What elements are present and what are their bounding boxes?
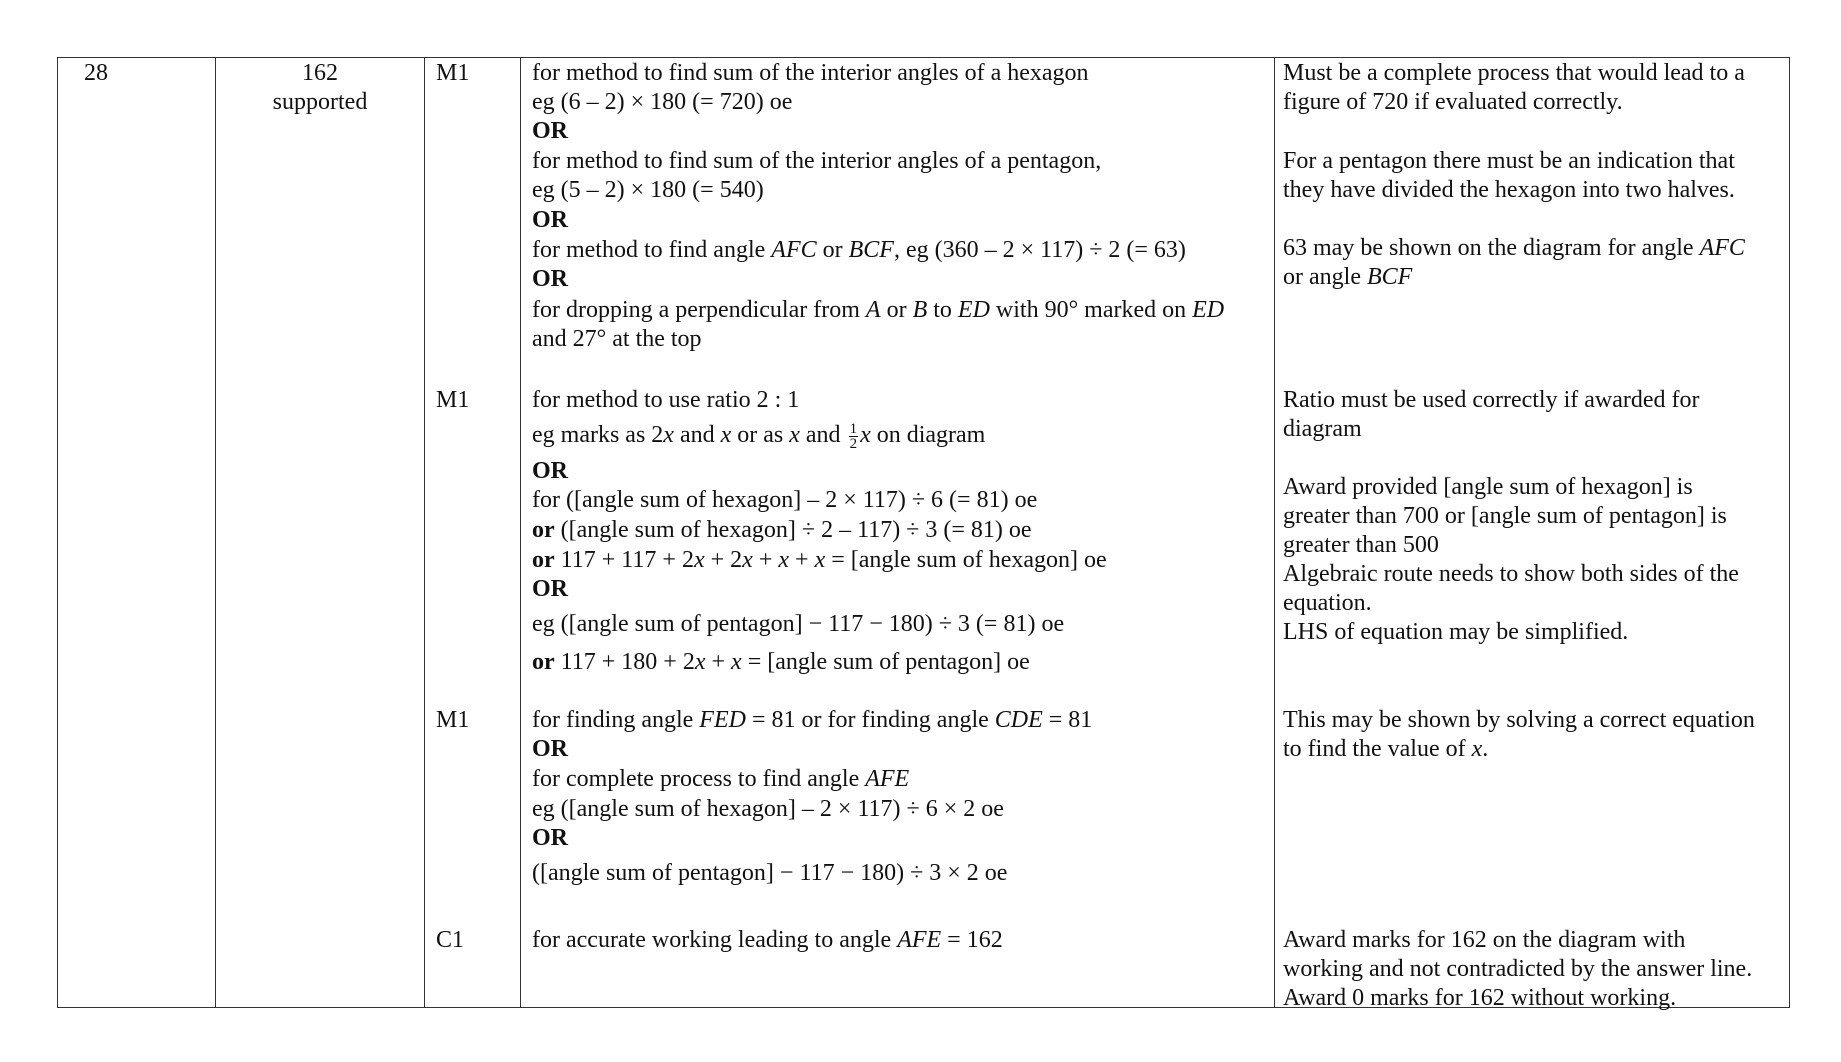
- or-separator: OR: [532, 736, 568, 762]
- guidance-line: they have divided the hexagon into two halves.: [1283, 177, 1735, 203]
- guidance-line: diagram: [1283, 416, 1362, 442]
- mark-code: M1: [436, 60, 470, 86]
- method-line: for method to find sum of the interior angles of a pentagon,: [532, 148, 1102, 174]
- guidance-line: Ratio must be used correctly if awarded for: [1283, 387, 1700, 413]
- guidance-line: equation.: [1283, 590, 1372, 616]
- method-line: for method to find angle AFC or BCF, eg (360 – 2 × 117) ÷ 2 (= 63): [532, 237, 1186, 263]
- method-line: eg ([angle sum of hexagon] – 2 × 117) ÷ 6 × 2 oe: [532, 796, 1004, 822]
- mark-code: C1: [436, 927, 465, 953]
- guidance-line: greater than 500: [1283, 532, 1439, 558]
- mark-code: M1: [436, 707, 470, 733]
- column-divider: [1274, 58, 1275, 1007]
- guidance-line: working and not contradicted by the answer line.: [1283, 956, 1753, 982]
- guidance-line: Award marks for 162 on the diagram with: [1283, 927, 1686, 953]
- method-line: for finding angle FED = 81 or for finding angle CDE = 81: [532, 707, 1093, 733]
- guidance-line: 63 may be shown on the diagram for angle AFC: [1283, 235, 1745, 261]
- guidance-line: to find the value of x.: [1283, 736, 1489, 762]
- method-line: for method to use ratio 2 : 1: [532, 387, 800, 413]
- answer-value: 162: [302, 60, 338, 86]
- method-line: eg (6 – 2) × 180 (= 720) oe: [532, 89, 793, 115]
- guidance-line: Award 0 marks for 162 without working.: [1283, 985, 1677, 1011]
- column-divider: [520, 58, 521, 1007]
- or-separator: OR: [532, 266, 568, 292]
- guidance-line: greater than 700 or [angle sum of pentagon] is: [1283, 503, 1727, 529]
- guidance-line: or angle BCF: [1283, 264, 1413, 290]
- mark-code: M1: [436, 387, 470, 413]
- method-line: and 27° at the top: [532, 326, 702, 352]
- method-line: eg (5 – 2) × 180 (= 540): [532, 177, 764, 203]
- question-number: 28: [84, 60, 108, 86]
- method-line: for complete process to find angle AFE: [532, 766, 910, 792]
- method-line: for dropping a perpendicular from A or B to ED with 90° marked on ED: [532, 297, 1225, 323]
- method-line: for ([angle sum of hexagon] – 2 × 117) ÷ 6 (= 81) oe: [532, 487, 1038, 513]
- column-divider: [424, 58, 425, 1007]
- answer-label: supported: [272, 89, 368, 115]
- guidance-line: Award provided [angle sum of hexagon] is: [1283, 474, 1693, 500]
- method-line: or 117 + 180 + 2x + x = [angle sum of pentagon] oe: [532, 649, 1030, 675]
- column-divider: [215, 58, 216, 1007]
- guidance-line: This may be shown by solving a correct equation: [1283, 707, 1755, 733]
- or-separator: OR: [532, 118, 568, 144]
- or-separator: OR: [532, 576, 568, 602]
- guidance-line: figure of 720 if evaluated correctly.: [1283, 89, 1623, 115]
- method-line: for accurate working leading to angle AFE = 162: [532, 927, 1003, 953]
- fraction-half: $\frac{1}{2}$: [849, 420, 858, 452]
- guidance-line: Must be a complete process that would lead to a: [1283, 60, 1745, 86]
- method-line: for method to find sum of the interior angles of a hexagon: [532, 60, 1089, 86]
- guidance-line: Algebraic route needs to show both sides of the: [1283, 561, 1739, 587]
- guidance-line: For a pentagon there must be an indication that: [1283, 148, 1735, 174]
- method-line: eg marks as 2x and x or as x and $\frac{1}{2}$ x on diagram: [532, 420, 986, 452]
- method-line: eg ([angle sum of pentagon] − 117 − 180) ÷ 3 (= 81) oe: [532, 611, 1065, 637]
- method-line: or ([angle sum of hexagon] ÷ 2 – 117) ÷ 3 (= 81) oe: [532, 517, 1032, 543]
- method-line: ([angle sum of pentagon] − 117 − 180) ÷ 3 × 2 oe: [532, 860, 1008, 886]
- or-separator: OR: [532, 825, 568, 851]
- method-line: or 117 + 117 + 2x + 2x + x + x = [angle sum of hexagon] oe: [532, 547, 1107, 573]
- or-separator: OR: [532, 207, 568, 233]
- guidance-line: LHS of equation may be simplified.: [1283, 619, 1629, 645]
- or-separator: OR: [532, 458, 568, 484]
